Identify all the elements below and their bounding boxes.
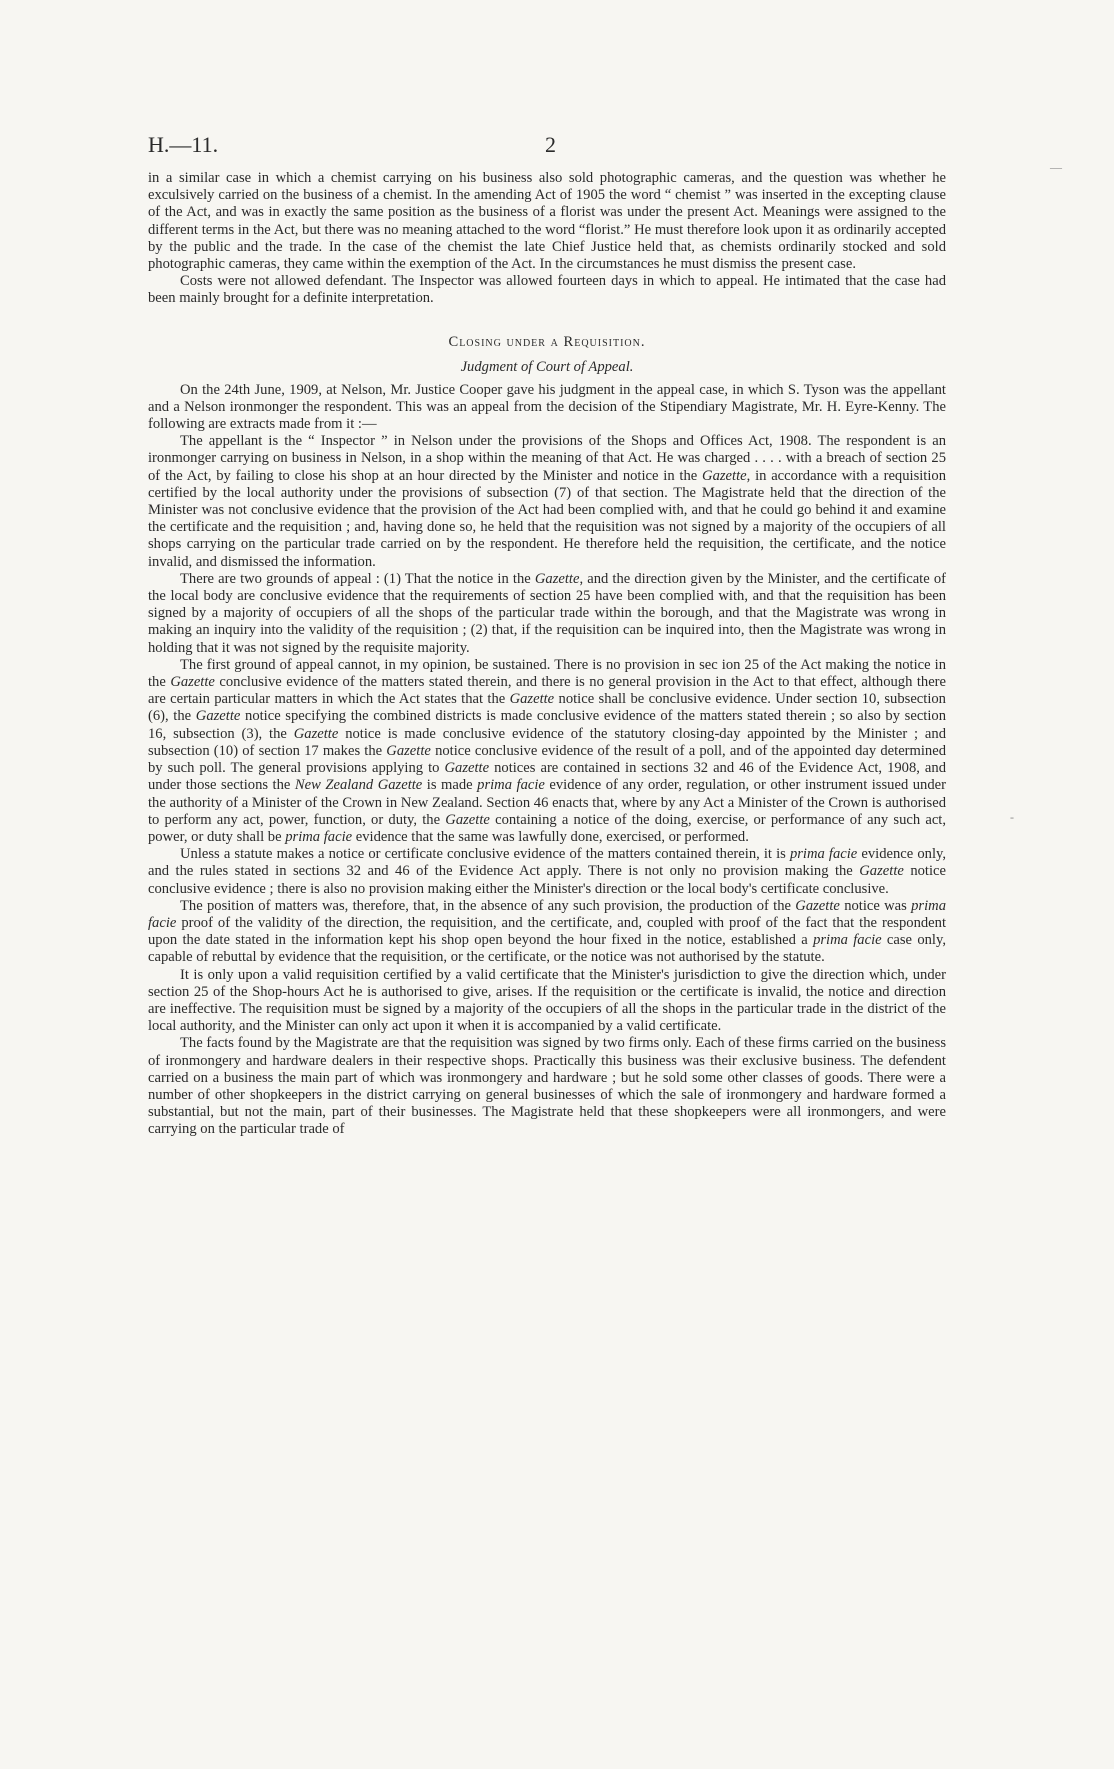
paragraph-continued: in a similar case in which a chemist carrying on his business also sold photographic cameras, and the question was whether he exculsively carried on the business of a chemist. In the amending Act of 1905 the word “ chemist ” was inserted in the excepting clause of the Act, and was in exactly the same position as the business of a florist was under the present Act. Meanings were assigned to the different terms in the Act, but there was no meaning attached to the word “florist.” He must therefore look upon it as ordinarily accepted by the public and the trade. In the case of the chemist the late Chief Justice held that, as chemists ordinarily stocked and sold photographic cameras, they came within the exemption of the Act. In the circumstances he must dismiss the present case.	[148, 170, 946, 273]
paragraph-appellant: The appellant is the “ Inspector ” in Nelson under the provisions of the Shops and Offices Act, 1908. The respondent is an ironmonger carrying on business in Nelson, in a shop within the meaning of that Act. He was charged . . . . with a breach of section 25 of the Act, by failing to close his shop at an hour directed by the Minister and notice in the Gazette, in accordance with a requisition certified by the local authority under the provisions of subsection (7) of that section. The Magistrate held that the direction of the Minister was not conclusive evidence that the provision of the Act had been complied with, and that he could go behind it and examine the certificate and the requisition ; and, having done so, he held that the requisition was not signed by a majority of the occupiers of all shops carrying on the particular trade carried on by the respondent. He therefore held the requisition, the certificate, and the notice invalid, and dismissed the information.	[148, 433, 947, 570]
document-reference: H.—11.	[148, 132, 219, 157]
margin-mark: -	[1010, 810, 1014, 824]
page-header	[148, 130, 946, 170]
paragraph-position-of-matters: The position of matters was, therefore, that, in the absence of any such provision, the production of the Gazette notice was prima facie proof of the validity of the direction, the requisition, and the certificate, and, coupled with proof of the fact that the respondent upon the date stated in the information kept his shop open beyond the hour fixed in the notice, established a prima facie case only, capable of rebuttal by evidence that the requisition, or the certificate, or the notice was not authorised by the statute.	[148, 897, 946, 966]
section-heading: Closing under a Requisition.	[448, 333, 646, 350]
paragraph-first-ground: The first ground of appeal cannot, in my opinion, be sustained. There is no provision in sec ion 25 of the Act making the notice in the Gazette conclusive evidence of the matters stated therein, and there is no general provision in the Act to that effect, although there are certain particular matters in which the Act states that the Gazette notice shall be conclusive evidence. Under section 10, subsection (6), the Gazette notice specifying the combined districts is made conclusive evidence of the matters stated therein ; so also by section 16, subsection (3), the Gazette notice is made conclusive evidence of the statutory closing-day appointed by the Minister ; and subsection (10) of section 17 makes the Gazette notice conclusive evidence of the result of a poll, and of the appointed day determined by such poll. The general provisions applying to Gazette notices are contained in sections 32 and 46 of the Evidence Act, 1908, and under those sections the New Zealand Gazette is made prima facie evidence of any order, regulation, or other instrument issued under the authority of a Minister of the Crown in New Zealand. Section 46 enacts that, where by any Act a Minister of the Crown is authorised to perform any act, power, function, or duty, the Gazette containing a notice of the doing, exercise, or performance of any such act, power, or duty shall be prima facie evidence that the same was lawfully done, exercised, or performed.	[148, 656, 947, 845]
document-page	[148, 130, 946, 1139]
page-number: 2	[545, 132, 556, 157]
paragraph-judgment-intro: On the 24th June, 1909, at Nelson, Mr. Justice Cooper gave his judgment in the appeal case, in which S. Tyson was the appellant and a Nelson ironmonger the respondent. This was an appeal from the decision of the Stipendiary Magistrate, Mr. H. Eyre-Kenny. The following are extracts made from it :—	[148, 381, 946, 433]
paragraph-valid-requisition: It is only upon a valid requisition certified by a valid certificate that the Minister's jurisdiction to give the direction which, under section 25 of the Shop-hours Act he is authorised to give, arises. If the requisition or the certificate is invalid, the notice and direction are ineffective. The requisition must be signed by a majority of the occupiers of all the shops in the particular trade in the district of the local authority, and the Minister can only act upon it when it is accompanied by a valid certificate.	[148, 966, 946, 1035]
section-subheading: Judgment of Court of Appeal.	[460, 358, 634, 375]
paragraph-grounds-of-appeal: There are two grounds of appeal : (1) That the notice in the Gazette, and the direction given by the Minister, and the certificate of the local body are conclusive evidence that the requirements of section 25 have been complied with, and that the requisition has been signed by a majority of occupiers of all the shops of the particular trade within the borough, and that the Magistrate was wrong in making an inquiry into the validity of the requisition ; (2) that, if the requisition can be inquired into, then the Magistrate was wrong in holding that it was not signed by the requisite majority.	[148, 570, 946, 656]
paragraph-costs: Costs were not allowed defendant. The Inspector was allowed fourteen days in which to appeal. He intimated that the case had been mainly brought for a definite interpretation.	[148, 273, 946, 307]
paragraph-statute-notice: Unless a statute makes a notice or certificate conclusive evidence of the matters contained therein, it is prima facie evidence only, and the rules stated in sections 32 and 46 of the Evidence Act apply. There is not only no provision making the Gazette notice conclusive evidence ; there is also no provision making either the Minister's direction or the local body's certificate conclusive.	[148, 846, 946, 897]
paragraph-facts-found: The facts found by the Magistrate are that the requisition was signed by two firms only. Each of these firms carried on the business of ironmongery and hardware dealers in their respective shops. Practically this business was their exclusive business. The defendent carried on a business the main part of which was ironmongery and hardware ; but he sold some other classes of goods. There were a number of other shopkeepers in the district carrying on general businesses of which the sale of ironmongery and hardware formed a substantial, but not the main, part of their businesses. The Magistrate held that these shopkeepers were all ironmongers, and were carrying on the particular trade of	[148, 1035, 946, 1138]
margin-mark: —	[1050, 160, 1062, 174]
